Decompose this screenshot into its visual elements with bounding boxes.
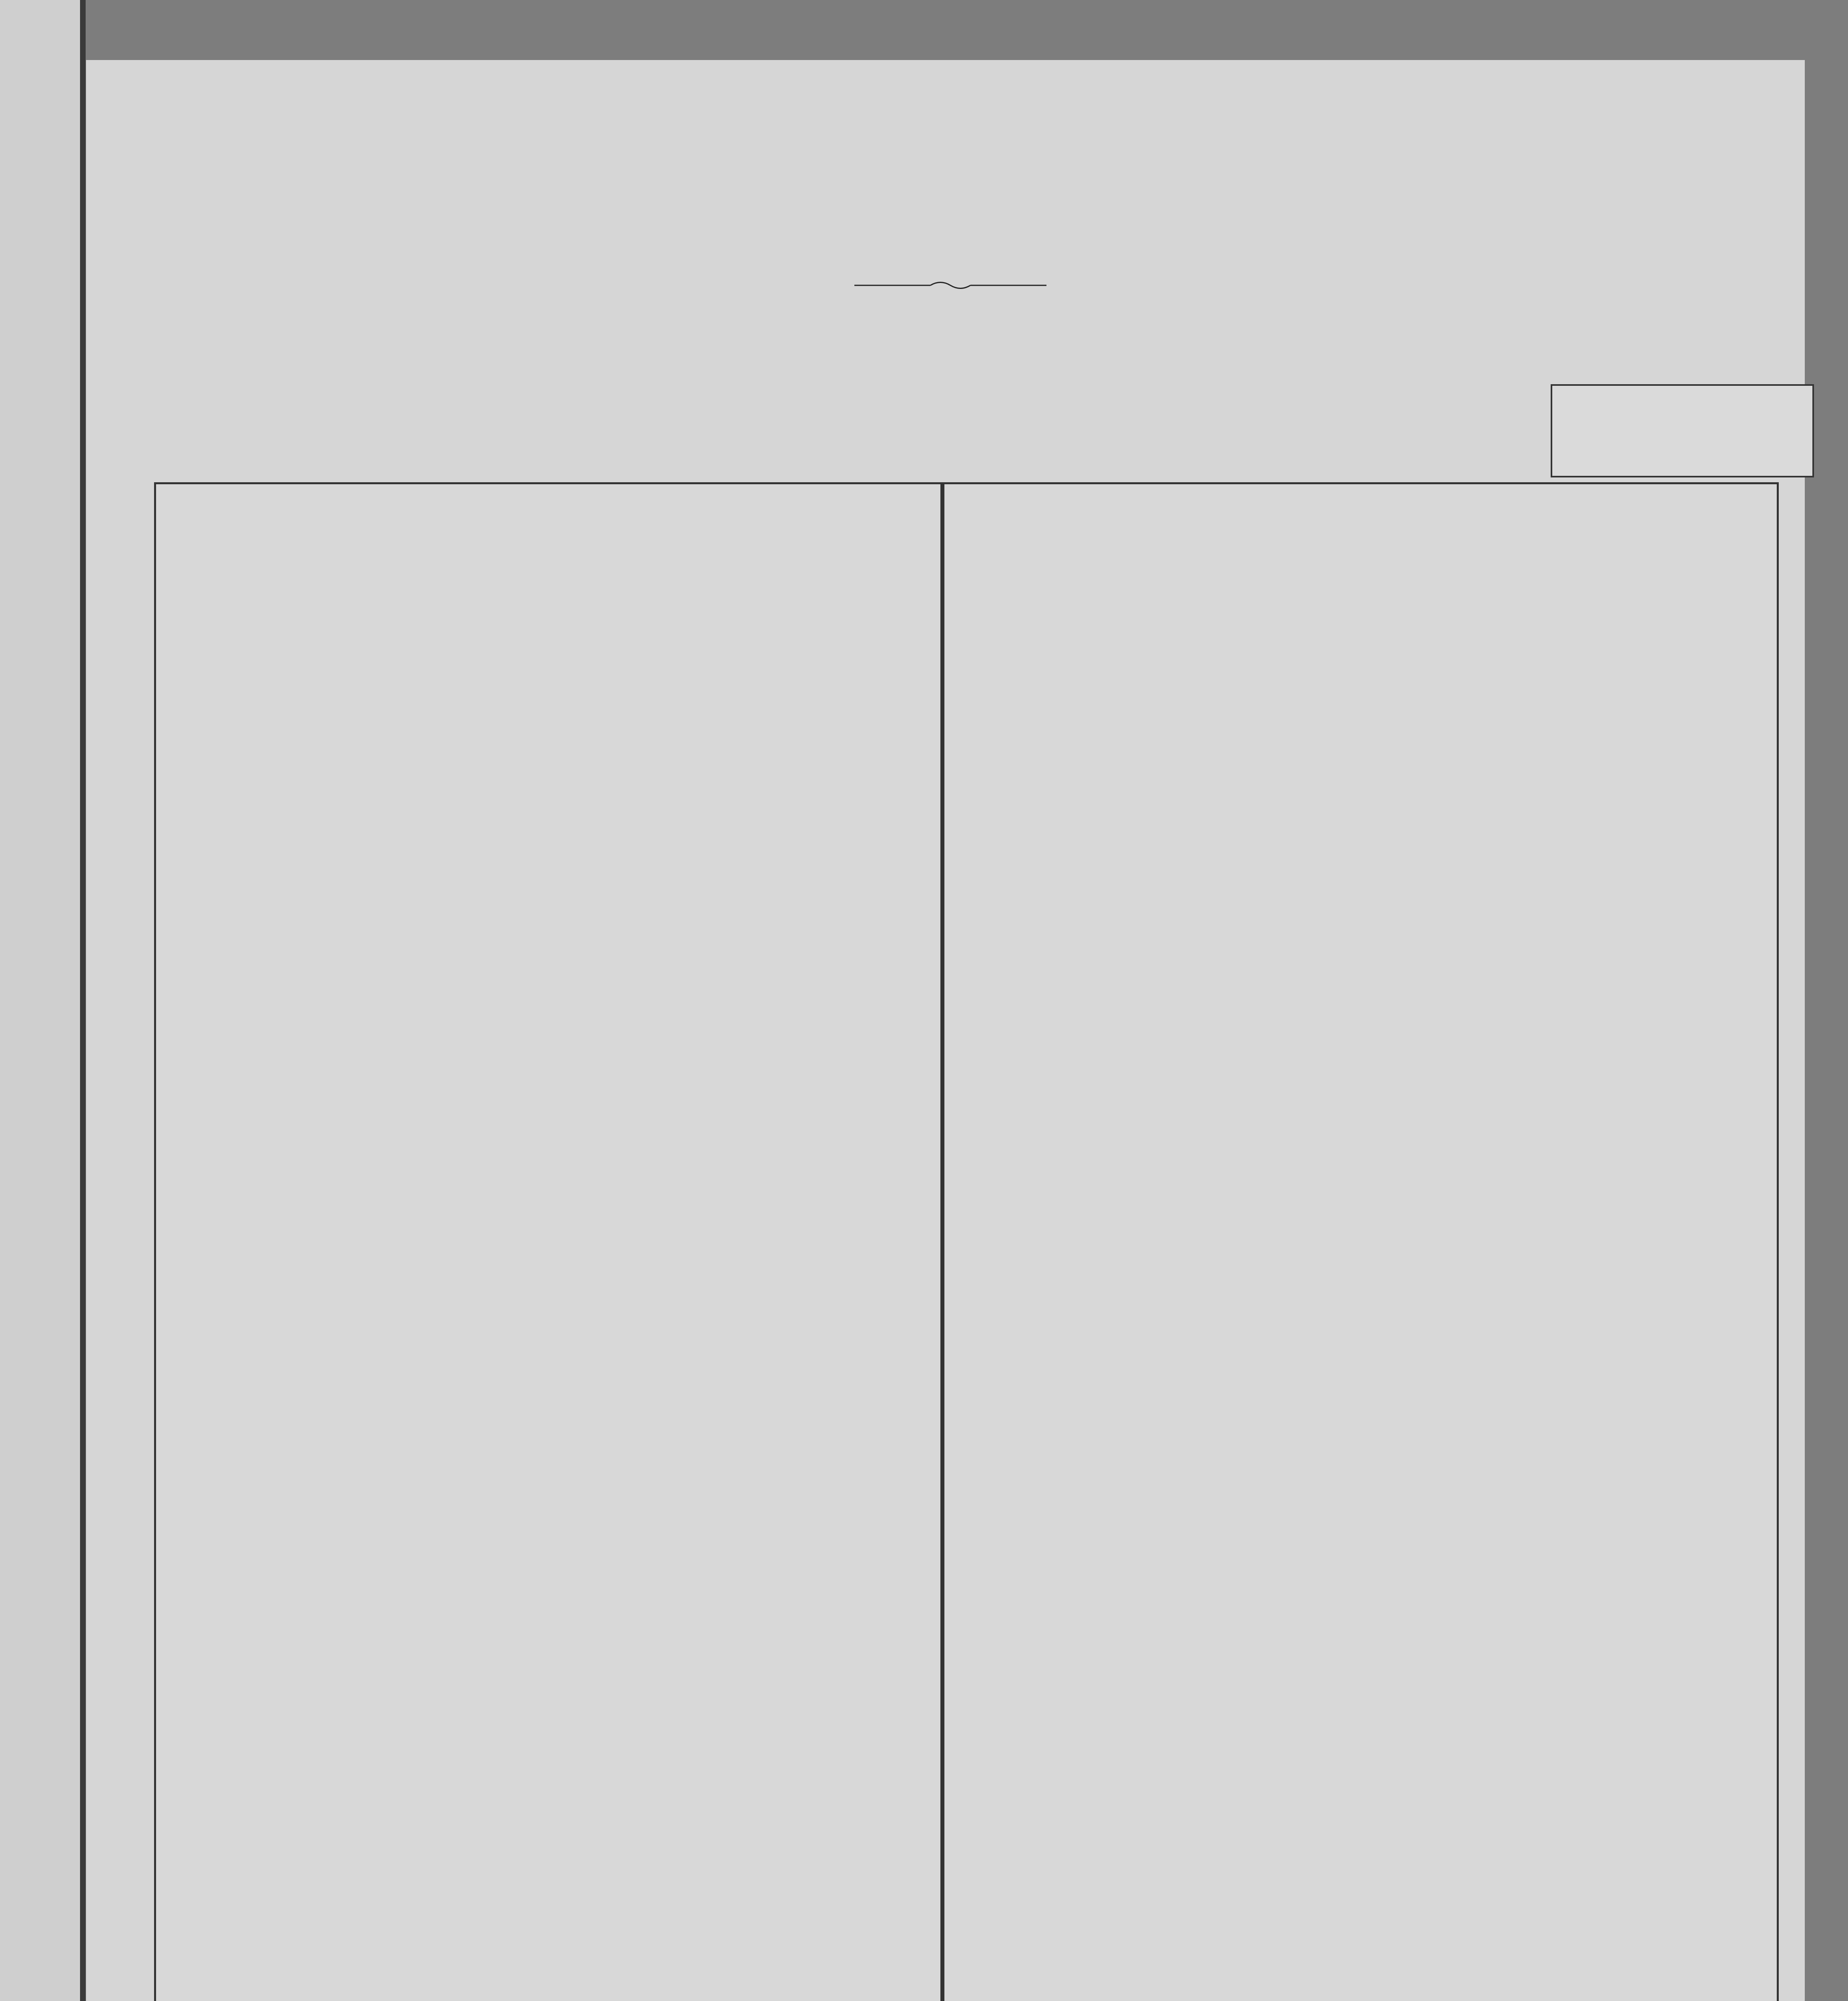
previous-page-edge [0,0,86,2001]
left-quotes-table [154,482,942,2001]
bulletin-page [86,60,1805,2001]
right-quotes-table [942,482,1779,2001]
liquidation-box [1551,384,1814,477]
ornament-divider [854,279,1046,291]
